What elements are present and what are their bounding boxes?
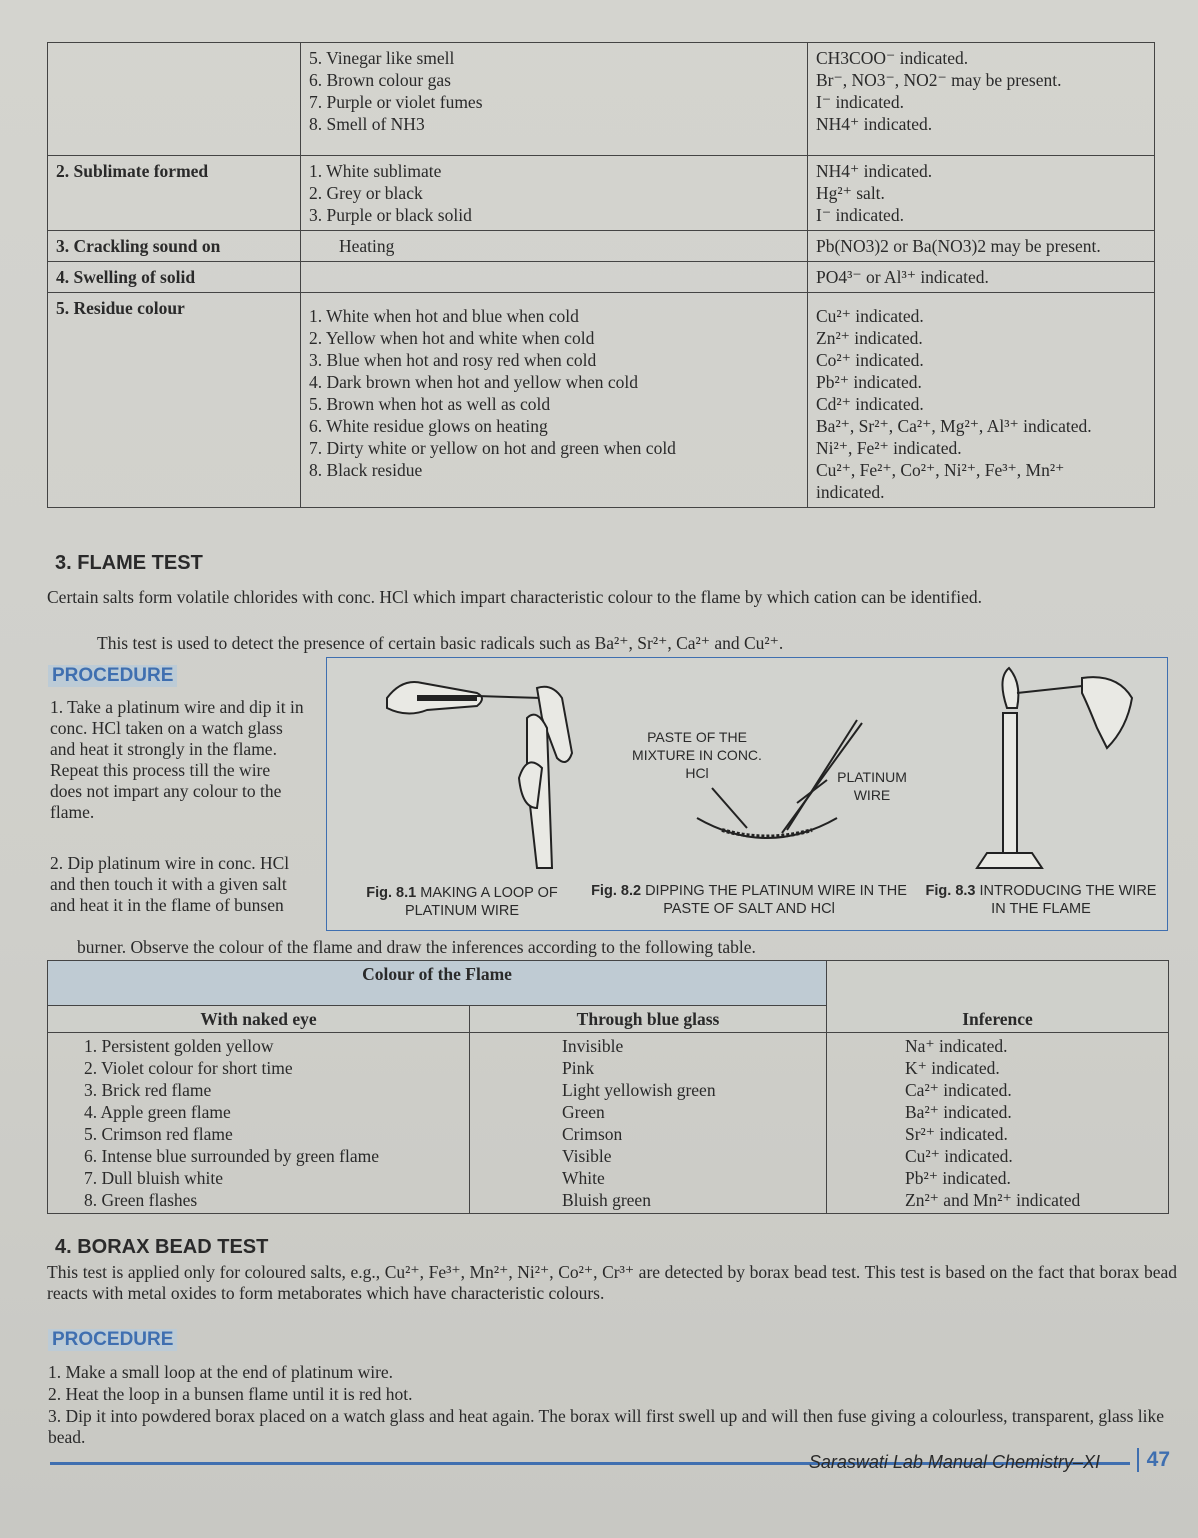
inference-item: Cu²⁺ indicated.: [816, 306, 924, 326]
inference-cell: [808, 293, 1155, 508]
list-item: Pink: [562, 1058, 595, 1078]
list-item: 5. Crimson red flame: [84, 1124, 233, 1144]
inference-item: Ba²⁺, Sr²⁺, Ca²⁺, Mg²⁺, Al³⁺ indicated.: [816, 416, 1092, 436]
fig-text: INTRODUCING THE WIRE IN THE FLAME: [979, 883, 1157, 917]
observation-item: 8. Black residue: [309, 460, 423, 480]
fig-number: Fig. 8.1: [366, 885, 417, 901]
inference-item: CH3COO⁻ indicated.: [816, 48, 969, 68]
footer-title: Saraswati Lab Manual Chemistry–XI: [808, 1452, 1100, 1472]
borax-test-para: This test is applied only for coloured salts, e.g., Cu²⁺, Fe³⁺, Mn²⁺, Ni²⁺, Co²⁺, Cr³⁺ are detected by borax bead test. This test is based on the fact that borax bead reacts with metal oxides to form metaborates which have characteristic colours.: [47, 1262, 1177, 1303]
blue-glass-header: Through blue glass: [470, 1006, 827, 1033]
table-row: [48, 43, 1155, 156]
list-item: 8. Green flashes: [84, 1190, 198, 1210]
table-row: [48, 1033, 1169, 1214]
inference-item: I⁻ indicated.: [816, 92, 904, 112]
table-row: [48, 231, 1155, 262]
list-item: Crimson: [562, 1124, 623, 1144]
naked-eye-header: With naked eye: [48, 1006, 470, 1033]
fig-text: MAKING A LOOP OF PLATINUM WIRE: [404, 885, 558, 919]
flame-test-para2: This test is used to detect the presence of certain basic radicals such as Ba²⁺, Sr²⁺, Ca²⁺ and Cu²⁺.: [97, 633, 784, 653]
list-item: K⁺ indicated.: [905, 1058, 1000, 1078]
inference-item: Cu²⁺, Fe²⁺, Co²⁺, Ni²⁺, Fe³⁺, Mn²⁺: [816, 460, 1065, 480]
procedure-step-2-cont: burner. Observe the colour of the flame and draw the inferences according to the following table.: [77, 937, 756, 957]
inference-item: Pb(NO3)2 or Ba(NO3)2 may be present.: [816, 236, 1101, 256]
observation-cell: [301, 43, 808, 156]
list-item: Ca²⁺ indicated.: [905, 1080, 1012, 1100]
observation-item: 6. White residue glows on heating: [309, 416, 548, 436]
naked-eye-cell: [48, 1033, 470, 1214]
page-footer: [50, 1448, 1170, 1488]
observation-item: 1. White sublimate: [309, 161, 442, 181]
flame-test-para: Certain salts form volatile chlorides with conc. HCl which impart characteristic colour to the flame by which cation can be identified.: [47, 587, 982, 607]
list-item: 2. Violet colour for short time: [84, 1058, 293, 1078]
bunsen-burner-illustration: [977, 668, 1132, 868]
inference-cell: [808, 262, 1155, 293]
observation-item: 3. Purple or black solid: [309, 205, 472, 225]
list-item: Invisible: [562, 1036, 624, 1056]
borax-test-title: 4. BORAX BEAD TEST: [55, 1236, 269, 1258]
procedure-step-2: 2. Dip platinum wire in conc. HCl and then touch it with a given salt and heat it in the flame of bunsen: [50, 853, 290, 915]
inference-cell: [808, 43, 1155, 156]
observation-item: 5. Vinegar like smell: [309, 48, 455, 68]
procedure-label: PROCEDURE: [48, 1329, 177, 1351]
hand-loop-illustration: [387, 682, 572, 868]
observation-item: 6. Brown colour gas: [309, 70, 451, 90]
list-item: Green: [562, 1102, 605, 1122]
inference-header: Inference: [827, 961, 1169, 1033]
page-number: 47: [1137, 1448, 1170, 1472]
observation-item: 8. Smell of NH3: [309, 114, 425, 134]
list-item: 1. Persistent golden yellow: [84, 1036, 274, 1056]
observation-cell: [301, 231, 808, 262]
list-item: 7. Dull bluish white: [84, 1168, 224, 1188]
flame-test-title: 3. FLAME TEST: [55, 552, 203, 574]
procedure-step-1: 1. Take a platinum wire and dip it in conc. HCl taken on a watch glass and heat it strongly in the flame. Repeat this process till the wire does not impart any colour to the flame.: [50, 697, 304, 822]
flame-colour-table: [47, 960, 1169, 1214]
wire-label: PLATINUM WIRE: [837, 769, 907, 803]
table-row: [48, 293, 1155, 508]
list-item: Visible: [562, 1146, 612, 1166]
test-cell: 2. Sublimate formed: [48, 156, 301, 231]
list-item: 3. Brick red flame: [84, 1080, 212, 1100]
inference-item: Co²⁺ indicated.: [816, 350, 924, 370]
observation-cell: [301, 156, 808, 231]
test-cell: [48, 43, 301, 156]
table-row: [48, 262, 1155, 293]
list-item: Pb²⁺ indicated.: [905, 1168, 1011, 1188]
list-item: 4. Apple green flame: [84, 1102, 231, 1122]
table-header-row: [48, 961, 1169, 1006]
observation-item: 4. Dark brown when hot and yellow when cold: [309, 372, 639, 392]
procedure-label: PROCEDURE: [48, 665, 177, 687]
inference-item: Br⁻, NO3⁻, NO2⁻ may be present.: [816, 70, 1062, 90]
observation-item: 7. Purple or violet fumes: [309, 92, 483, 112]
test-cell: 3. Crackling sound on: [48, 231, 301, 262]
figure-box: [326, 657, 1168, 931]
inference-item: PO4³⁻ or Al³⁺ indicated.: [816, 267, 989, 287]
inference-item: Cd²⁺ indicated.: [816, 394, 924, 414]
inference-item: Zn²⁺ indicated.: [816, 328, 923, 348]
observation-item: 1. White when hot and blue when cold: [309, 306, 579, 326]
borax-step-2: 2. Heat the loop in a bunsen flame until it is red hot.: [48, 1384, 413, 1404]
borax-step-1: 1. Make a small loop at the end of platinum wire.: [48, 1362, 394, 1382]
paste-label: PASTE OF THE MIXTURE IN CONC. HCl: [632, 729, 762, 781]
dry-heating-table: [47, 42, 1155, 508]
list-item: Ba²⁺ indicated.: [905, 1102, 1012, 1122]
observation-item: 7. Dirty white or yellow on hot and green when cold: [309, 438, 676, 458]
list-item: Zn²⁺ and Mn²⁺ indicated: [905, 1190, 1081, 1210]
inference-cell: [808, 156, 1155, 231]
colour-header: Colour of the Flame: [48, 961, 827, 1006]
table-row: [48, 156, 1155, 231]
inference-item: Ni²⁺, Fe²⁺ indicated.: [816, 438, 962, 458]
fig-text: DIPPING THE PLATINUM WIRE IN THE PASTE OF SALT AND HCl: [645, 883, 907, 917]
inference-item: NH4⁺ indicated.: [816, 161, 933, 181]
observation-item: Heating: [339, 236, 395, 256]
fig-number: Fig. 8.3: [925, 883, 976, 899]
fig-8-1-caption: [347, 884, 577, 920]
fig-8-2-caption: [589, 882, 909, 918]
list-item: Cu²⁺ indicated.: [905, 1146, 1013, 1166]
fig-8-3-caption: [921, 882, 1161, 918]
observation-item: 5. Brown when hot as well as cold: [309, 394, 551, 414]
inference-item: indicated.: [816, 482, 885, 502]
list-item: Light yellowish green: [562, 1080, 716, 1100]
list-item: 6. Intense blue surrounded by green flame: [84, 1146, 379, 1166]
inference-cell: [827, 1033, 1169, 1214]
blue-glass-cell: [470, 1033, 827, 1214]
observation-item: 3. Blue when hot and rosy red when cold: [309, 350, 597, 370]
list-item: Sr²⁺ indicated.: [905, 1124, 1008, 1144]
observation-cell: [301, 262, 808, 293]
test-cell: 4. Swelling of solid: [48, 262, 301, 293]
inference-item: I⁻ indicated.: [816, 205, 904, 225]
inference-item: Hg²⁺ salt.: [816, 183, 885, 203]
test-cell: 5. Residue colour: [48, 293, 301, 508]
list-item: Na⁺ indicated.: [905, 1036, 1008, 1056]
observation-item: 2. Yellow when hot and white when cold: [309, 328, 595, 348]
inference-item: NH4⁺ indicated.: [816, 114, 933, 134]
list-item: White: [562, 1168, 605, 1188]
fig-number: Fig. 8.2: [591, 883, 642, 899]
inference-item: Pb²⁺ indicated.: [816, 372, 922, 392]
observation-item: 2. Grey or black: [309, 183, 423, 203]
borax-step-3: 3. Dip it into powdered borax placed on a watch glass and heat again. The borax will first swell up and will then fuse giving a colourless, transparent, glass like bead.: [48, 1406, 1164, 1447]
list-item: Bluish green: [562, 1190, 651, 1210]
observation-cell: [301, 293, 808, 508]
inference-cell: [808, 231, 1155, 262]
